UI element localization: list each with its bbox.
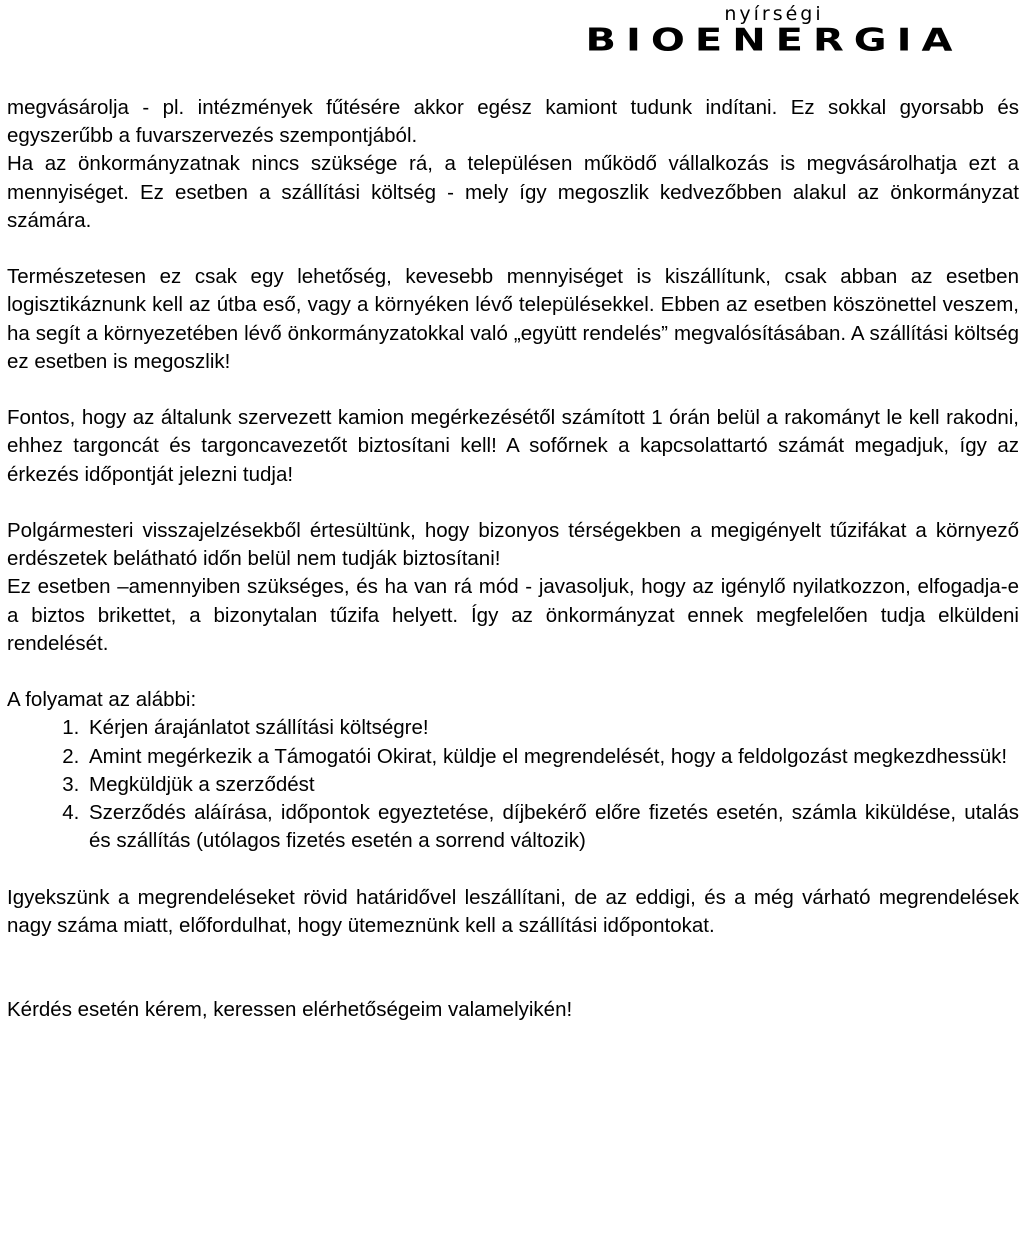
process-step: 2. Amint megérkezik a Támogatói Okirat, küldje el megrendelését, hogy a feldolgozást megkezdhessük! [85, 743, 1019, 771]
paragraph-unloading: Fontos, hogy az általunk szervezett kamion megérkezésétől számított 1 órán belül a rakományt le kell rakodni, ehhez targoncát és targoncavezetőt biztosítani kell! A sofőrnek a kapcsolattartó számát megadjuk, így az érkezés időpontját jelezni tudja! [7, 406, 1019, 486]
process-step: 3. Megküldjük a szerződést [85, 771, 1019, 799]
paragraph-scheduling: Igyekszünk a megrendeléseket rövid határidővel leszállítani, de az eddigi, és a még várható megrendelések nagy száma miatt, előfordulhat, hogy ütemeznünk kell a szállítási időpontokat. [7, 885, 1019, 937]
paragraph-firewood-shortage: Polgármesteri visszajelzésekből értesültünk, hogy bizonyos térségekben a megigényelt tűzifákat a környező erdészetek belátható időn belül nem tudják biztosítani! [7, 519, 1019, 571]
company-logo [584, 4, 964, 66]
process-step: 4. Szerződés aláírása, időpontok egyeztetése, díjbekérő előre fizetés esetén, számla kiküldése, utalás és szállítás (utólagos fizetés esetén a sorrend változik) [85, 799, 1019, 855]
paragraph-briquette-suggestion: Ez esetben –amennyiben szükséges, és ha van rá mód - javasoljuk, hogy az igénylő nyilatkozzon, elfogadja-e a biztos brikettet, a bizonytalan tűzifa helyett. Így az önkormányzat ennek megfelelően tudja elküldeni rendelését. [7, 575, 1019, 655]
paragraph-logistics: Természetesen ez csak egy lehetőség, kevesebb mennyiséget is kiszállítunk, csak abban az esetben logisztikáznunk kell az útba eső, vagy a környéken lévő településekkel. Ebben az esetben köszönettel veszem, ha segít a környezetében lévő önkormányzatokkal való „együtt rendelés” megvalósításában. A szállítási költség ez esetben is megoszlik! [7, 265, 1019, 373]
logo-title: BIOENERGIA [585, 22, 963, 59]
process-step: 1. Kérjen árajánlatot szállítási költségre! [85, 714, 1019, 742]
paragraph-shipping-intro: megvásárolja - pl. intézmények fűtésére akkor egész kamiont tudunk indítani. Ez sokkal gyorsabb és egyszerűbb a fuvarszervezés szempontjából. [7, 96, 1019, 148]
paragraph-business-purchase: Ha az önkormányzatnak nincs szüksége rá, a településen működő vállalkozás is megvásárolhatja ezt a mennyiséget. Ez esetben a szállítási költség - mely így megoszlik kedvezőbben alakul az önkormányzat számára. [7, 152, 1019, 232]
logo-subtitle: nyírségi [724, 3, 824, 25]
document-body [7, 94, 1019, 1052]
process-steps-list [7, 714, 1019, 855]
paragraph-contact: Kérdés esetén kérem, keressen elérhetőségeim valamelyikén! [7, 998, 573, 1022]
process-heading: A folyamat az alábbi: [7, 688, 197, 712]
